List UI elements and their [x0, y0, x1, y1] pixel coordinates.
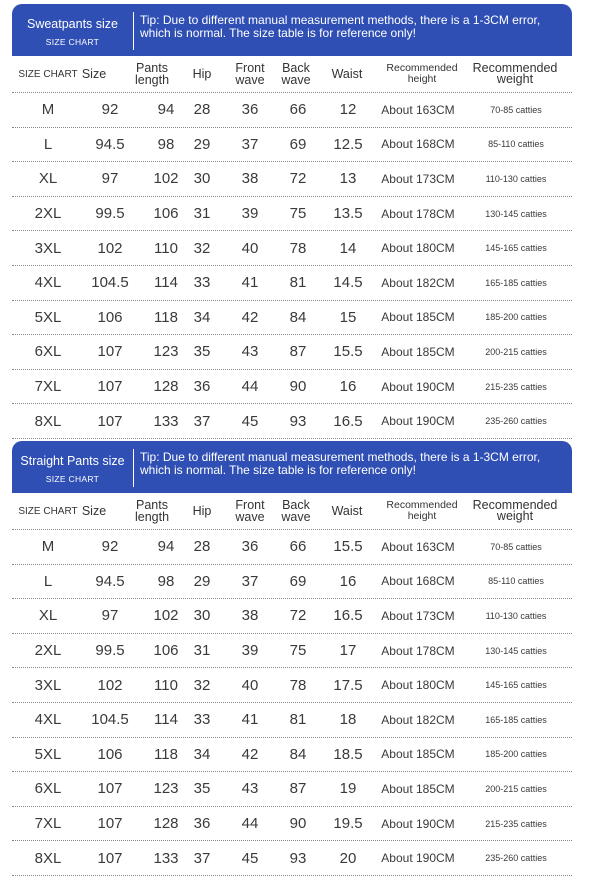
- cell-recommended-height: About 180CM: [381, 678, 455, 693]
- cell-recommended-weight: 200-215 catties: [485, 783, 547, 794]
- cell-waist: 20: [339, 849, 357, 867]
- cell-back-wave: 78: [289, 239, 307, 257]
- cell-pants-length: 94: [157, 538, 175, 556]
- cell-size: 106: [97, 745, 123, 763]
- cell-recommended-weight: 235-260 catties: [485, 853, 547, 864]
- cell-back-wave: 72: [289, 607, 307, 625]
- header-front-wave: Front wave: [235, 498, 265, 524]
- cell-back-wave: 93: [289, 412, 307, 430]
- cell-size: 102: [97, 239, 123, 257]
- table-row: [12, 530, 572, 565]
- cell-front-wave: 36: [241, 538, 259, 556]
- cell-back-wave: 87: [289, 343, 307, 361]
- header-hip: Hip: [192, 67, 212, 81]
- cell-recommended-weight: 215-235 catties: [485, 381, 547, 392]
- cell-back-wave: 81: [289, 711, 307, 729]
- cell-recommended-weight: 130-145 catties: [485, 208, 547, 219]
- cell-size-label: L: [43, 135, 53, 153]
- header-front-wave: Front wave: [235, 61, 265, 87]
- cell-size: 92: [101, 538, 119, 556]
- cell-size-label: M: [41, 101, 55, 119]
- cell-front-wave: 42: [241, 745, 259, 763]
- cell-recommended-height: About 180CM: [381, 241, 455, 256]
- cell-recommended-weight: 85-110 catties: [488, 576, 544, 587]
- cell-hip: 33: [193, 274, 211, 292]
- cell-waist: 16: [339, 572, 357, 590]
- cell-hip: 37: [193, 849, 211, 867]
- cell-back-wave: 93: [289, 849, 307, 867]
- cell-size: 107: [97, 378, 123, 396]
- table-row: [12, 162, 572, 197]
- header-size-chart: SIZE CHART: [18, 505, 78, 517]
- cell-recommended-height: About 185CM: [381, 781, 455, 796]
- cell-back-wave: 75: [289, 642, 307, 660]
- cell-waist: 14: [339, 239, 357, 257]
- cell-pants-length: 118: [154, 745, 178, 763]
- cell-pants-length: 110: [154, 239, 178, 257]
- cell-back-wave: 81: [289, 274, 307, 292]
- cell-waist: 18.5: [333, 745, 363, 763]
- cell-front-wave: 38: [241, 170, 259, 188]
- cell-waist: 18: [339, 711, 357, 729]
- cell-hip: 31: [193, 642, 211, 660]
- cell-waist: 19: [339, 780, 357, 798]
- cell-hip: 35: [193, 343, 211, 361]
- header-recommended-height: Recommended height: [386, 499, 458, 522]
- cell-size: 92: [101, 101, 119, 119]
- cell-hip: 37: [193, 412, 211, 430]
- table-row: [12, 370, 572, 405]
- cell-pants-length: 98: [157, 135, 175, 153]
- cell-recommended-height: About 182CM: [381, 275, 455, 290]
- cell-recommended-weight: 85-110 catties: [488, 139, 544, 150]
- header-size-chart: SIZE CHART: [18, 68, 78, 80]
- cell-recommended-weight: 185-200 catties: [485, 749, 547, 760]
- cell-size: 104.5: [91, 274, 129, 292]
- cell-recommended-weight: 110-130 catties: [485, 173, 547, 184]
- cell-hip: 32: [193, 676, 211, 694]
- cell-pants-length: 98: [157, 572, 175, 590]
- sweatpants-size-chart: [12, 4, 572, 439]
- table-body: [12, 93, 572, 439]
- cell-recommended-height: About 190CM: [381, 816, 455, 831]
- cell-hip: 34: [193, 745, 211, 763]
- cell-hip: 36: [193, 815, 211, 833]
- table-row: [12, 301, 572, 336]
- chart-title: Straight Pants size: [20, 454, 125, 468]
- chart-banner: [12, 441, 572, 493]
- cell-back-wave: 75: [289, 205, 307, 223]
- cell-back-wave: 66: [289, 538, 307, 556]
- cell-recommended-height: About 168CM: [381, 137, 455, 152]
- cell-recommended-weight: 145-165 catties: [485, 680, 547, 691]
- chart-banner: [12, 4, 572, 56]
- header-pants-length: Pants length: [134, 498, 170, 524]
- table-row: [12, 634, 572, 669]
- measurement-tip: Tip: Due to different manual measurement methods, there is a 1-3CM error, which is normal. The size table is for reference only!: [140, 13, 541, 40]
- cell-waist: 15.5: [333, 343, 363, 361]
- cell-size: 107: [97, 849, 123, 867]
- cell-size-label: 8XL: [34, 849, 62, 867]
- cell-size-label: 7XL: [34, 815, 62, 833]
- cell-waist: 17: [339, 642, 357, 660]
- cell-front-wave: 39: [241, 642, 259, 660]
- cell-front-wave: 44: [241, 815, 259, 833]
- cell-size-label: 3XL: [34, 676, 62, 694]
- cell-size-label: 6XL: [34, 343, 62, 361]
- cell-size: 107: [97, 780, 123, 798]
- cell-pants-length: 133: [153, 412, 179, 430]
- table-row: [12, 772, 572, 807]
- cell-size: 97: [101, 607, 119, 625]
- cell-waist: 13.5: [333, 205, 363, 223]
- cell-front-wave: 43: [241, 343, 259, 361]
- cell-pants-length: 106: [153, 642, 179, 660]
- cell-hip: 36: [193, 378, 211, 396]
- table-row: [12, 738, 572, 773]
- cell-back-wave: 84: [289, 308, 307, 326]
- cell-recommended-height: About 173CM: [381, 608, 455, 623]
- header-back-wave: Back wave: [281, 61, 311, 87]
- cell-recommended-weight: 145-165 catties: [485, 243, 547, 254]
- cell-recommended-height: About 190CM: [381, 851, 455, 866]
- cell-pants-length: 102: [153, 170, 179, 188]
- table-row: [12, 668, 572, 703]
- cell-hip: 33: [193, 711, 211, 729]
- cell-size: 99.5: [95, 205, 125, 223]
- cell-waist: 17.5: [333, 676, 363, 694]
- cell-size-label: XL: [38, 170, 58, 188]
- table-row: [12, 565, 572, 600]
- cell-recommended-weight: 70-85 catties: [490, 104, 542, 115]
- cell-hip: 30: [193, 607, 211, 625]
- table-row: [12, 703, 572, 738]
- cell-waist: 15: [339, 308, 357, 326]
- cell-recommended-weight: 70-85 catties: [490, 541, 542, 552]
- cell-size: 102: [97, 676, 123, 694]
- header-recommended-height: Recommended height: [386, 62, 458, 85]
- cell-front-wave: 45: [241, 412, 259, 430]
- cell-waist: 16.5: [333, 412, 363, 430]
- cell-back-wave: 69: [289, 572, 307, 590]
- cell-back-wave: 72: [289, 170, 307, 188]
- cell-front-wave: 37: [241, 572, 259, 590]
- cell-size-label: 6XL: [34, 780, 62, 798]
- cell-size-label: 3XL: [34, 239, 62, 257]
- cell-pants-length: 110: [154, 676, 178, 694]
- cell-recommended-height: About 163CM: [381, 102, 455, 117]
- cell-size: 104.5: [91, 711, 129, 729]
- cell-recommended-height: About 185CM: [381, 747, 455, 762]
- cell-size-label: 4XL: [34, 274, 62, 292]
- cell-waist: 16: [339, 378, 357, 396]
- cell-recommended-weight: 110-130 catties: [485, 610, 547, 621]
- header-recommended-weight: Recommended weight: [472, 61, 558, 86]
- cell-recommended-weight: 130-145 catties: [485, 645, 547, 656]
- cell-back-wave: 90: [289, 815, 307, 833]
- cell-size-label: 7XL: [34, 378, 62, 396]
- cell-waist: 13: [339, 170, 357, 188]
- table-row: [12, 266, 572, 301]
- cell-hip: 31: [193, 205, 211, 223]
- straight-pants-size-chart: [12, 441, 572, 876]
- cell-recommended-height: About 173CM: [381, 171, 455, 186]
- table-row: [12, 231, 572, 266]
- cell-recommended-height: About 190CM: [381, 414, 455, 429]
- table-row: [12, 404, 572, 439]
- cell-recommended-height: About 190CM: [381, 379, 455, 394]
- header-recommended-weight: Recommended weight: [472, 498, 558, 523]
- cell-size: 97: [101, 170, 119, 188]
- cell-recommended-height: About 185CM: [381, 310, 455, 325]
- cell-size-label: 5XL: [34, 308, 62, 326]
- table-row: [12, 93, 572, 128]
- header-size: Size: [81, 504, 107, 518]
- cell-front-wave: 45: [241, 849, 259, 867]
- cell-pants-length: 133: [153, 849, 179, 867]
- cell-recommended-weight: 235-260 catties: [485, 416, 547, 427]
- chart-name: [12, 4, 133, 56]
- cell-front-wave: 41: [241, 274, 259, 292]
- cell-pants-length: 114: [154, 274, 178, 292]
- cell-front-wave: 41: [241, 711, 259, 729]
- cell-front-wave: 43: [241, 780, 259, 798]
- cell-recommended-height: About 178CM: [381, 643, 455, 658]
- cell-pants-length: 128: [153, 815, 179, 833]
- table-body: [12, 530, 572, 876]
- cell-pants-length: 94: [157, 101, 175, 119]
- cell-recommended-height: About 182CM: [381, 712, 455, 727]
- cell-recommended-weight: 215-235 catties: [485, 818, 547, 829]
- cell-size-label: 8XL: [34, 412, 62, 430]
- cell-back-wave: 87: [289, 780, 307, 798]
- cell-size: 99.5: [95, 642, 125, 660]
- cell-back-wave: 69: [289, 135, 307, 153]
- header-pants-length: Pants length: [134, 61, 170, 87]
- cell-hip: 35: [193, 780, 211, 798]
- measurement-tip: Tip: Due to different manual measurement methods, there is a 1-3CM error, which is normal. The size table is for reference only!: [140, 450, 541, 477]
- cell-front-wave: 36: [241, 101, 259, 119]
- cell-size-label: 2XL: [34, 642, 62, 660]
- chart-subtitle: SIZE CHART: [45, 37, 100, 47]
- chart-title: Sweatpants size: [26, 17, 119, 31]
- cell-size: 94.5: [95, 135, 125, 153]
- cell-recommended-height: About 163CM: [381, 539, 455, 554]
- cell-hip: 34: [193, 308, 211, 326]
- cell-size: 107: [97, 815, 123, 833]
- cell-size-label: 2XL: [34, 205, 62, 223]
- cell-front-wave: 40: [241, 239, 259, 257]
- cell-pants-length: 102: [153, 607, 179, 625]
- cell-front-wave: 38: [241, 607, 259, 625]
- cell-back-wave: 78: [289, 676, 307, 694]
- cell-hip: 32: [193, 239, 211, 257]
- cell-pants-length: 123: [153, 780, 179, 798]
- banner-divider: [133, 449, 134, 487]
- cell-front-wave: 42: [241, 308, 259, 326]
- table-row: [12, 841, 572, 876]
- cell-pants-length: 123: [153, 343, 179, 361]
- cell-pants-length: 118: [154, 308, 178, 326]
- cell-front-wave: 44: [241, 378, 259, 396]
- cell-pants-length: 128: [153, 378, 179, 396]
- cell-size-label: 5XL: [34, 745, 62, 763]
- cell-back-wave: 84: [289, 745, 307, 763]
- cell-hip: 29: [193, 572, 211, 590]
- cell-front-wave: 39: [241, 205, 259, 223]
- cell-waist: 16.5: [333, 607, 363, 625]
- cell-waist: 12: [339, 101, 357, 119]
- cell-front-wave: 37: [241, 135, 259, 153]
- table-row: [12, 807, 572, 842]
- cell-recommended-weight: 200-215 catties: [485, 346, 547, 357]
- cell-pants-length: 114: [154, 711, 178, 729]
- cell-size-label: 4XL: [34, 711, 62, 729]
- cell-size: 94.5: [95, 572, 125, 590]
- cell-size-label: M: [41, 538, 55, 556]
- header-size: Size: [81, 67, 107, 81]
- chart-name: [12, 441, 133, 493]
- cell-recommended-weight: 165-185 catties: [485, 714, 547, 725]
- cell-waist: 14.5: [333, 274, 363, 292]
- table-row: [12, 128, 572, 163]
- cell-size-label: XL: [38, 607, 58, 625]
- cell-waist: 12.5: [333, 135, 363, 153]
- cell-hip: 29: [193, 135, 211, 153]
- cell-hip: 28: [193, 101, 211, 119]
- cell-hip: 28: [193, 538, 211, 556]
- cell-back-wave: 66: [289, 101, 307, 119]
- cell-size: 107: [97, 412, 123, 430]
- table-header: [12, 56, 572, 93]
- table-row: [12, 335, 572, 370]
- cell-recommended-weight: 185-200 catties: [485, 312, 547, 323]
- cell-recommended-height: About 178CM: [381, 206, 455, 221]
- table-header: [12, 493, 572, 530]
- table-row: [12, 599, 572, 634]
- cell-size: 107: [97, 343, 123, 361]
- banner-divider: [133, 12, 134, 50]
- cell-recommended-height: About 168CM: [381, 574, 455, 589]
- cell-hip: 30: [193, 170, 211, 188]
- cell-front-wave: 40: [241, 676, 259, 694]
- header-hip: Hip: [192, 504, 212, 518]
- header-waist: Waist: [331, 504, 363, 518]
- cell-size: 106: [97, 308, 123, 326]
- cell-recommended-weight: 165-185 catties: [485, 277, 547, 288]
- cell-pants-length: 106: [153, 205, 179, 223]
- cell-waist: 15.5: [333, 538, 363, 556]
- cell-recommended-height: About 185CM: [381, 344, 455, 359]
- table-row: [12, 197, 572, 232]
- header-back-wave: Back wave: [281, 498, 311, 524]
- cell-back-wave: 90: [289, 378, 307, 396]
- cell-waist: 19.5: [333, 815, 363, 833]
- header-waist: Waist: [331, 67, 363, 81]
- chart-subtitle: SIZE CHART: [45, 474, 100, 484]
- cell-size-label: L: [43, 572, 53, 590]
